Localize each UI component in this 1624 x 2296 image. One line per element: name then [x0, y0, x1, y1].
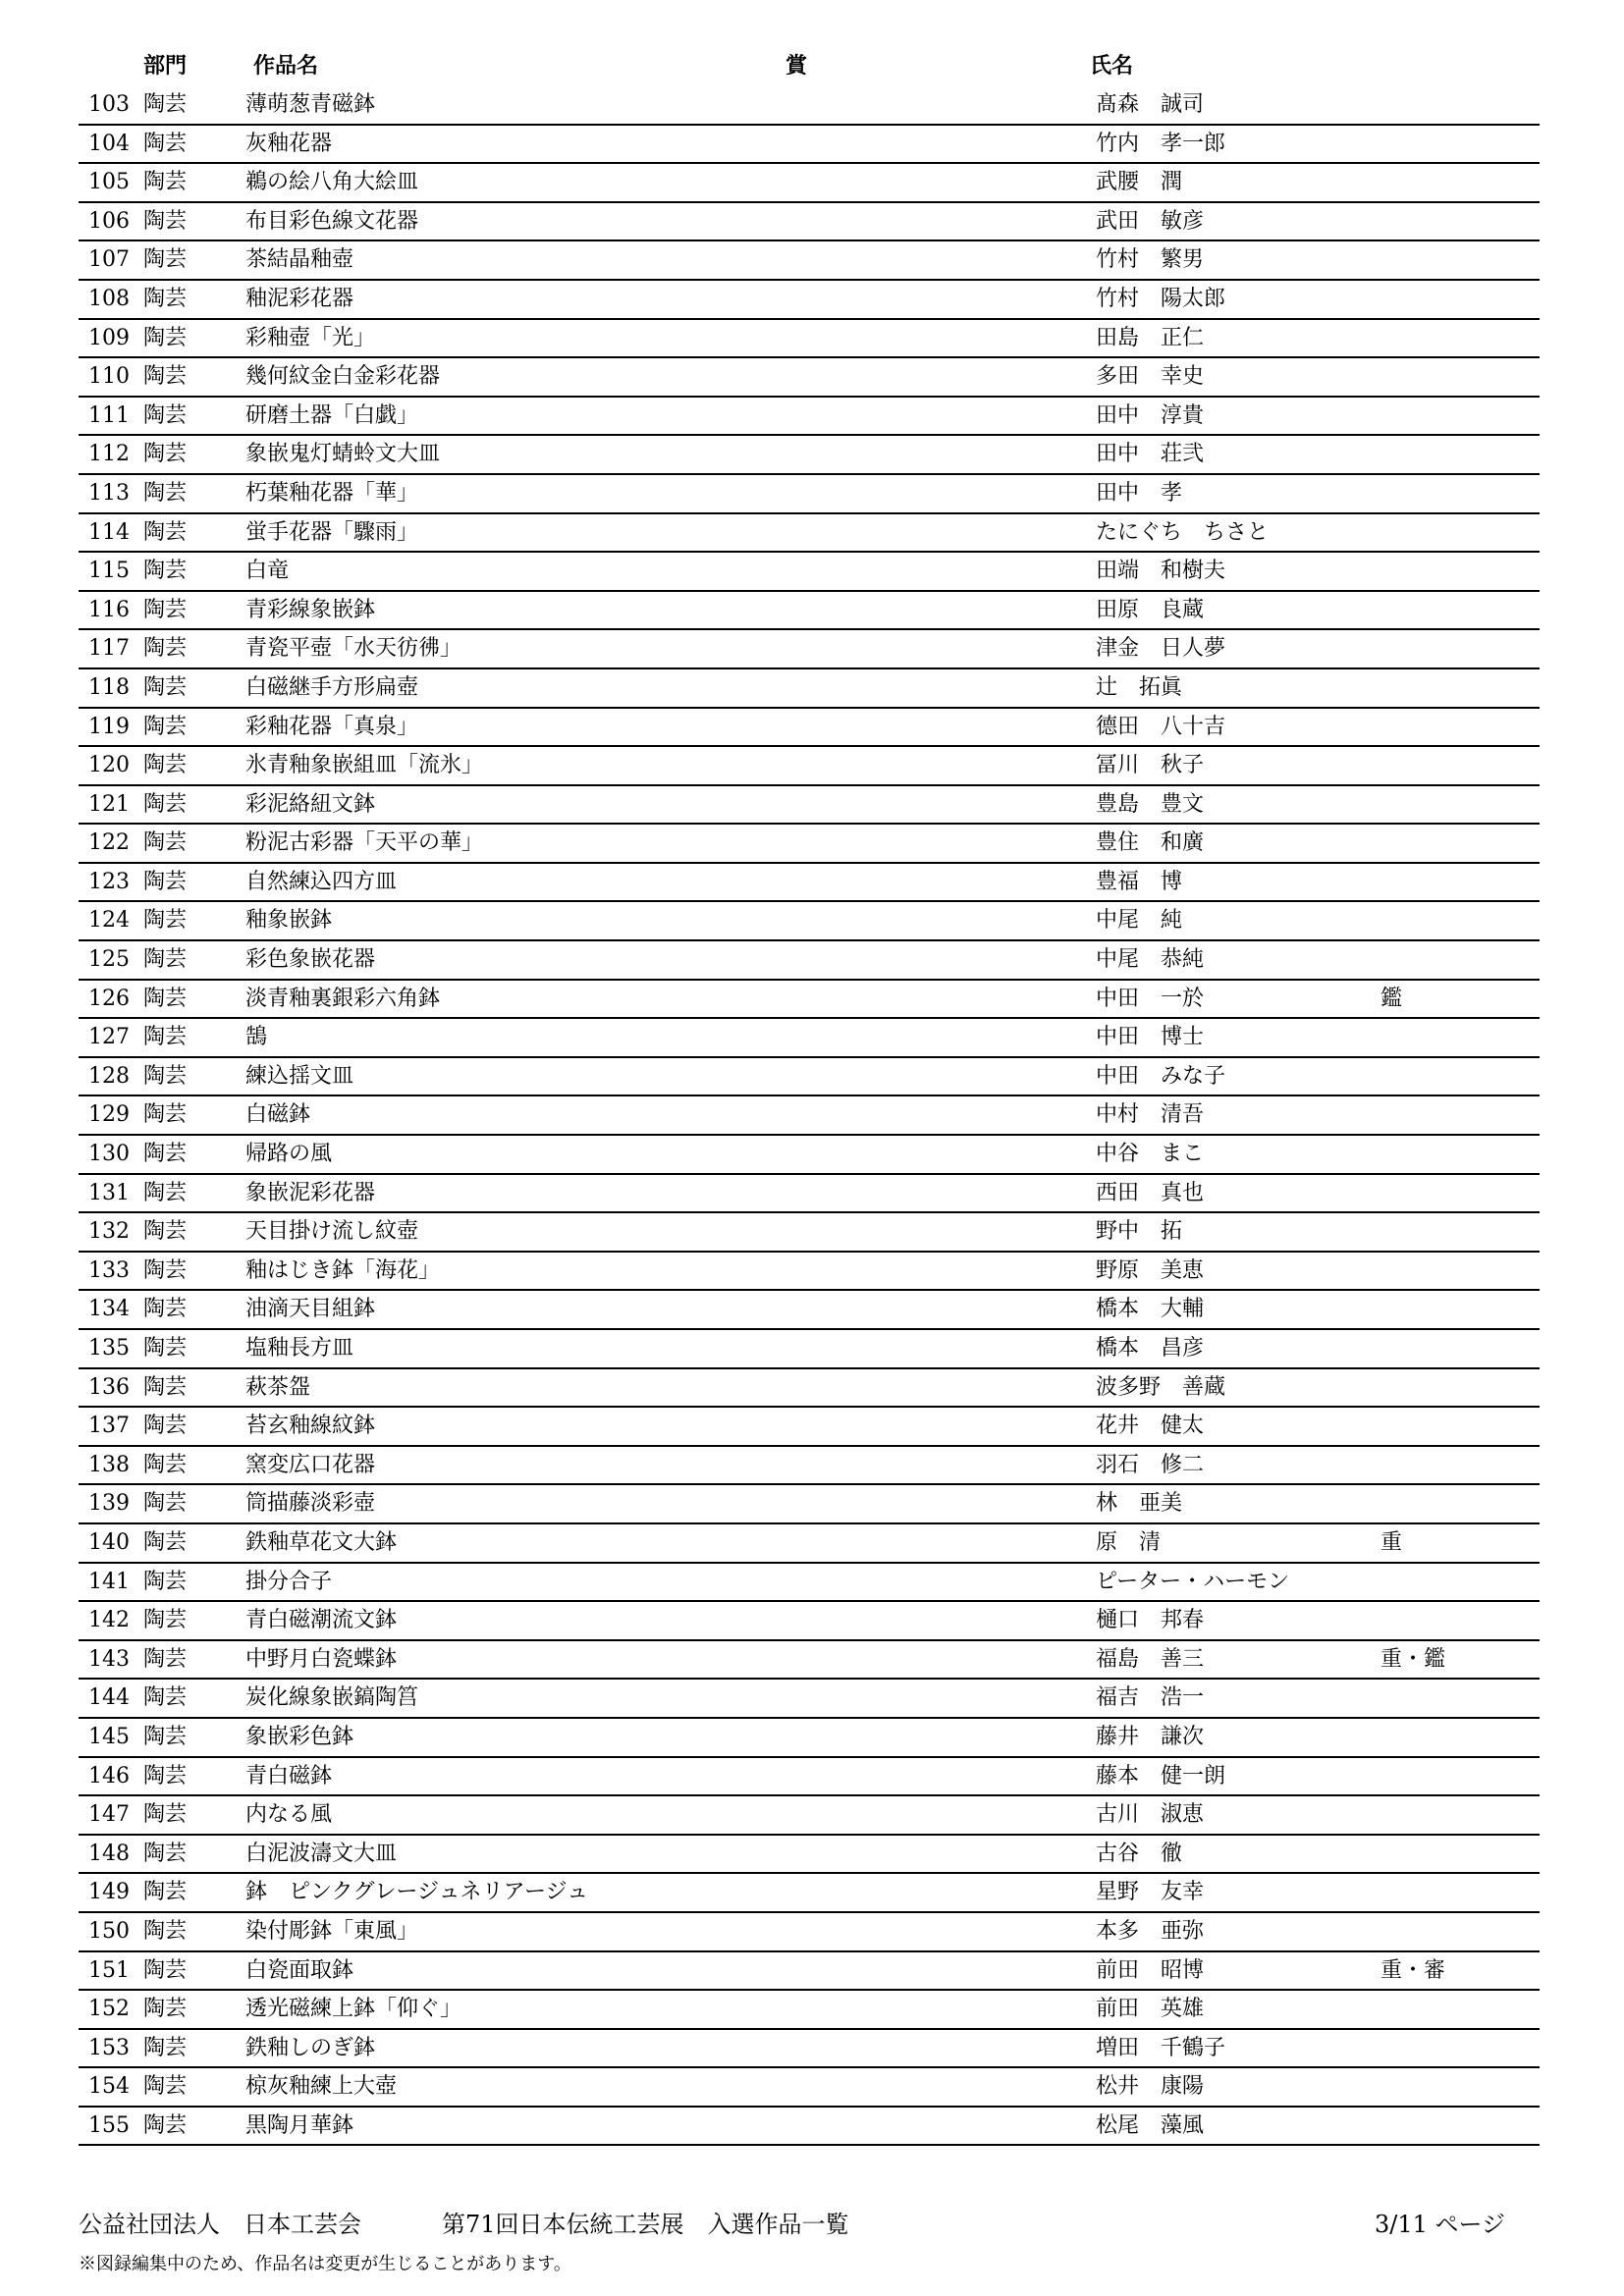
table-row: [79, 1564, 1540, 1603]
table-header: [0, 49, 1624, 80]
entry-number: 115: [88, 559, 130, 584]
entry-title: 彩泥絡紐文鉢: [245, 791, 376, 817]
entry-number: 107: [88, 247, 130, 273]
entry-dept: 陶芸: [143, 908, 188, 934]
entry-dept: 陶芸: [143, 559, 188, 584]
entry-dept: 陶芸: [143, 1724, 188, 1749]
entry-number: 114: [88, 519, 130, 545]
table-row: [79, 2108, 1540, 2147]
entry-dept: 陶芸: [143, 1880, 188, 1905]
entry-dept: 陶芸: [143, 442, 188, 467]
entry-artist-name: 竹内 孝一郎: [1096, 131, 1226, 156]
entry-number: 121: [88, 791, 130, 817]
entry-artist-name: 松尾 藻風: [1096, 2112, 1205, 2138]
entry-dept: 陶芸: [143, 2112, 188, 2138]
entry-title: 白瓷面取鉢: [245, 1957, 354, 1983]
table-row: [79, 1253, 1540, 1292]
entry-title: 淡青釉裏銀彩六角鉢: [245, 986, 441, 1011]
table-row: [79, 164, 1540, 203]
entry-number: 131: [88, 1180, 130, 1205]
entry-title: 朽葉釉花器「華」: [245, 480, 419, 506]
entry-dept: 陶芸: [143, 1646, 188, 1672]
entry-title: 青彩線象嵌鉢: [245, 597, 376, 622]
entry-dept: 陶芸: [143, 1957, 188, 1983]
entry-title: 鉄釉しのぎ鉢: [245, 2035, 376, 2060]
entry-title: 椋灰釉練上大壺: [245, 2074, 398, 2100]
entry-dept: 陶芸: [143, 519, 188, 545]
entry-number: 112: [88, 442, 130, 467]
entry-title: 鵠: [245, 1025, 268, 1050]
entry-title: 彩色象嵌花器: [245, 947, 376, 973]
entry-artist-name: 橋本 昌彦: [1096, 1336, 1205, 1361]
entry-number: 128: [88, 1063, 130, 1089]
table-row: [79, 941, 1540, 981]
entry-artist-name: 田端 和樹夫: [1096, 559, 1226, 584]
entry-dept: 陶芸: [143, 1142, 188, 1167]
table-row: [79, 1874, 1540, 1913]
table-row: [79, 864, 1540, 903]
entry-number: 149: [88, 1880, 130, 1905]
entry-title: 青白磁鉢: [245, 1763, 333, 1789]
entry-title: 彩釉花器「真泉」: [245, 714, 419, 739]
table-row: [79, 1213, 1540, 1253]
entry-dept: 陶芸: [143, 131, 188, 156]
entry-dept: 陶芸: [143, 286, 188, 311]
table-row: [79, 126, 1540, 165]
table-row: [79, 1096, 1540, 1136]
entry-title: 粉泥古彩器「天平の華」: [245, 830, 484, 856]
entry-dept: 陶芸: [143, 1763, 188, 1789]
entry-artist-name: ピーター・ハーモン: [1096, 1569, 1290, 1594]
entry-number: 134: [88, 1297, 130, 1322]
entry-number: 132: [88, 1219, 130, 1245]
entry-artist-name: 多田 幸史: [1096, 364, 1205, 390]
table-row: [79, 1524, 1540, 1564]
entry-artist-name: 豊住 和廣: [1096, 830, 1205, 856]
table-row: [79, 747, 1540, 786]
entry-dept: 陶芸: [143, 402, 188, 428]
entry-title: 白竜: [245, 559, 290, 584]
entry-title: 掛分合子: [245, 1569, 333, 1594]
entry-number: 137: [88, 1414, 130, 1439]
footer-organization: 公益社団法人 日本工芸会: [79, 2211, 361, 2238]
entry-artist-name: 田中 孝: [1096, 480, 1183, 506]
entry-dept: 陶芸: [143, 2074, 188, 2100]
table-row: [79, 1836, 1540, 1875]
entries-table: [79, 86, 1540, 2146]
table-row: [79, 86, 1540, 126]
entry-title: 油滴天目組鉢: [245, 1297, 376, 1322]
table-row: [79, 1019, 1540, 1058]
entry-artist-name: 竹村 繁男: [1096, 247, 1205, 273]
entry-title: 練込揺文皿: [245, 1063, 354, 1089]
table-row: [79, 1796, 1540, 1836]
entry-artist-name: 田原 良蔵: [1096, 597, 1205, 622]
entry-artist-name: 津金 日人夢: [1096, 636, 1226, 662]
entry-number: 105: [88, 170, 130, 195]
entry-title: 萩茶盌: [245, 1374, 311, 1400]
table-row: [79, 241, 1540, 281]
table-row: [79, 1291, 1540, 1330]
entry-number: 155: [88, 2112, 130, 2138]
entry-title: 白磁鉢: [245, 1102, 311, 1128]
table-row: [79, 1913, 1540, 1952]
entry-artist-name: 前田 昭博: [1096, 1957, 1205, 1983]
entry-title: 帰路の風: [245, 1142, 333, 1167]
entry-artist-name: 野中 拓: [1096, 1219, 1183, 1245]
table-row: [79, 592, 1540, 631]
entry-artist-name: 田島 正仁: [1096, 325, 1205, 350]
entry-number: 129: [88, 1102, 130, 1128]
entry-number: 127: [88, 1025, 130, 1050]
entry-dept: 陶芸: [143, 1063, 188, 1089]
header-award: 賞: [785, 53, 808, 79]
table-row: [79, 1330, 1540, 1369]
entry-title: 青瓷平壺「水天彷彿」: [245, 636, 462, 662]
entry-award: 鑑: [1380, 986, 1403, 1011]
entry-number: 143: [88, 1646, 130, 1672]
table-row: [79, 514, 1540, 554]
entry-dept: 陶芸: [143, 1257, 188, 1283]
entry-title: 茶結晶釉壺: [245, 247, 354, 273]
entry-title: 灰釉花器: [245, 131, 333, 156]
entry-number: 152: [88, 1997, 130, 2022]
entry-artist-name: 竹村 陽太郎: [1096, 286, 1226, 311]
entry-award: 重: [1380, 1529, 1403, 1555]
entry-artist-name: 辻 拓眞: [1096, 674, 1183, 700]
entry-number: 147: [88, 1802, 130, 1828]
entry-title: 窯変広口花器: [245, 1452, 376, 1477]
entry-artist-name: 林 亜美: [1096, 1491, 1183, 1517]
table-row: [79, 1136, 1540, 1175]
entry-number: 154: [88, 2074, 130, 2100]
entry-number: 130: [88, 1142, 130, 1167]
entry-title: 象嵌彩色鉢: [245, 1724, 354, 1749]
entry-dept: 陶芸: [143, 1452, 188, 1477]
entry-number: 141: [88, 1569, 130, 1594]
table-row: [79, 1408, 1540, 1447]
entry-artist-name: 本多 亜弥: [1096, 1918, 1205, 1944]
entry-artist-name: 冨川 秋子: [1096, 753, 1205, 778]
entry-number: 133: [88, 1257, 130, 1283]
table-row: [79, 358, 1540, 398]
entry-dept: 陶芸: [143, 636, 188, 662]
entry-dept: 陶芸: [143, 1102, 188, 1128]
entry-title: 天目掛け流し紋壺: [245, 1219, 419, 1245]
table-row: [79, 1058, 1540, 1097]
entry-number: 153: [88, 2035, 130, 2060]
entry-title: 白泥波濤文大皿: [245, 1841, 398, 1866]
entry-title: 氷青釉象嵌組皿「流氷」: [245, 753, 484, 778]
entry-title: 幾何紋金白金彩花器: [245, 364, 441, 390]
table-row: [79, 2030, 1540, 2069]
entry-artist-name: 福吉 浩一: [1096, 1685, 1205, 1711]
table-row: [79, 475, 1540, 514]
table-row: [79, 981, 1540, 1020]
entry-artist-name: 樋口 邦春: [1096, 1608, 1205, 1633]
entry-number: 150: [88, 1918, 130, 1944]
entry-number: 122: [88, 830, 130, 856]
entry-number: 140: [88, 1529, 130, 1555]
entry-dept: 陶芸: [143, 674, 188, 700]
table-row: [79, 1485, 1540, 1524]
entry-number: 123: [88, 869, 130, 894]
entry-dept: 陶芸: [143, 2035, 188, 2060]
table-row: [79, 709, 1540, 748]
table-row: [79, 1952, 1540, 1992]
entry-artist-name: 藤井 謙次: [1096, 1724, 1205, 1749]
entry-artist-name: 松井 康陽: [1096, 2074, 1205, 2100]
entry-artist-name: 髙森 誠司: [1096, 92, 1205, 117]
entry-number: 106: [88, 208, 130, 234]
entry-number: 120: [88, 753, 130, 778]
entry-number: 119: [88, 714, 130, 739]
table-row: [79, 1719, 1540, 1758]
entry-artist-name: 羽石 修二: [1096, 1452, 1205, 1477]
entry-title: 彩釉壺「光」: [245, 325, 376, 350]
entry-artist-name: 福島 善三: [1096, 1646, 1205, 1672]
entry-number: 117: [88, 636, 130, 662]
table-row: [79, 436, 1540, 475]
entry-dept: 陶芸: [143, 1529, 188, 1555]
entry-artist-name: 原 清: [1096, 1529, 1162, 1555]
header-title: 作品名: [253, 53, 319, 79]
entry-number: 125: [88, 947, 130, 973]
entry-dept: 陶芸: [143, 1997, 188, 2022]
entry-artist-name: 中田 博士: [1096, 1025, 1205, 1050]
table-row: [79, 630, 1540, 669]
entry-dept: 陶芸: [143, 1336, 188, 1361]
entry-artist-name: 西田 真也: [1096, 1180, 1205, 1205]
entry-title: 鵜の絵八角大絵皿: [245, 170, 419, 195]
entry-number: 116: [88, 597, 130, 622]
entry-dept: 陶芸: [143, 714, 188, 739]
entry-title: 黒陶月華鉢: [245, 2112, 354, 2138]
entry-number: 109: [88, 325, 130, 350]
entry-dept: 陶芸: [143, 1297, 188, 1322]
entry-number: 139: [88, 1491, 130, 1517]
table-row: [79, 2068, 1540, 2108]
entry-title: 内なる風: [245, 1802, 333, 1828]
entry-dept: 陶芸: [143, 480, 188, 506]
table-row: [79, 825, 1540, 864]
entry-title: 鉄釉草花文大鉢: [245, 1529, 398, 1555]
entry-number: 148: [88, 1841, 130, 1866]
entry-artist-name: 古谷 徹: [1096, 1841, 1183, 1866]
header-dept: 部門: [143, 53, 188, 79]
entry-number: 146: [88, 1763, 130, 1789]
entry-dept: 陶芸: [143, 92, 188, 117]
entry-dept: 陶芸: [143, 1918, 188, 1944]
table-row: [79, 786, 1540, 826]
entry-number: 108: [88, 286, 130, 311]
entry-number: 144: [88, 1685, 130, 1711]
table-row: [79, 902, 1540, 941]
entry-dept: 陶芸: [143, 364, 188, 390]
entry-artist-name: 中田 みな子: [1096, 1063, 1226, 1089]
entry-artist-name: 武腰 潤: [1096, 170, 1183, 195]
entry-dept: 陶芸: [143, 869, 188, 894]
entry-title: 象嵌泥彩花器: [245, 1180, 376, 1205]
entry-number: 142: [88, 1608, 130, 1633]
entry-artist-name: 藤本 健一朗: [1096, 1763, 1226, 1789]
table-row: [79, 1641, 1540, 1681]
entry-number: 113: [88, 480, 130, 506]
entry-number: 103: [88, 92, 130, 117]
table-row: [79, 398, 1540, 437]
entry-title: 塩釉長方皿: [245, 1336, 354, 1361]
entry-title: 苔玄釉線紋鉢: [245, 1414, 376, 1439]
entry-title: 透光磁練上鉢「仰ぐ」: [245, 1997, 462, 2022]
table-row: [79, 203, 1540, 242]
entry-title: 青白磁潮流文鉢: [245, 1608, 398, 1633]
entry-artist-name: 豊島 豊文: [1096, 791, 1205, 817]
entry-dept: 陶芸: [143, 1802, 188, 1828]
entry-dept: 陶芸: [143, 986, 188, 1011]
entry-dept: 陶芸: [143, 1569, 188, 1594]
entry-number: 111: [88, 402, 130, 428]
footer-event: 第71回日本伝統工芸展 入選作品一覧: [442, 2211, 849, 2238]
entry-title: 象嵌鬼灯蜻蛉文大皿: [245, 442, 441, 467]
entry-award: 重・審: [1380, 1957, 1446, 1983]
entry-number: 124: [88, 908, 130, 934]
entry-dept: 陶芸: [143, 170, 188, 195]
entry-artist-name: 田中 荘弐: [1096, 442, 1205, 467]
table-row: [79, 1602, 1540, 1641]
entry-title: 研磨土器「白戯」: [245, 402, 419, 428]
entry-artist-name: 中尾 純: [1096, 908, 1183, 934]
entry-number: 110: [88, 364, 130, 390]
entry-title: 自然練込四方皿: [245, 869, 398, 894]
entry-dept: 陶芸: [143, 1180, 188, 1205]
table-row: [79, 320, 1540, 359]
header-name: 氏名: [1090, 53, 1134, 79]
entry-artist-name: 古川 淑恵: [1096, 1802, 1205, 1828]
entry-artist-name: 星野 友幸: [1096, 1880, 1205, 1905]
entry-artist-name: 田中 淳貴: [1096, 402, 1205, 428]
entry-dept: 陶芸: [143, 1841, 188, 1866]
table-row: [79, 1369, 1540, 1409]
entry-title: 釉はじき鉢「海花」: [245, 1257, 441, 1283]
entry-artist-name: 増田 千鶴子: [1096, 2035, 1226, 2060]
entry-artist-name: 波多野 善蔵: [1096, 1374, 1226, 1400]
entry-title: 薄萌葱青磁鉢: [245, 92, 376, 117]
table-row: [79, 553, 1540, 592]
table-row: [79, 1175, 1540, 1214]
entry-artist-name: 武田 敏彦: [1096, 208, 1205, 234]
entry-artist-name: 野原 美恵: [1096, 1257, 1205, 1283]
entry-dept: 陶芸: [143, 597, 188, 622]
entry-dept: 陶芸: [143, 1025, 188, 1050]
entry-award: 重・鑑: [1380, 1646, 1446, 1672]
entry-dept: 陶芸: [143, 830, 188, 856]
entry-number: 104: [88, 131, 130, 156]
entry-dept: 陶芸: [143, 791, 188, 817]
footer-page-number: 3/11 ページ: [1375, 2211, 1506, 2238]
entry-title: 布目彩色線文花器: [245, 208, 419, 234]
entry-dept: 陶芸: [143, 947, 188, 973]
entry-number: 118: [88, 674, 130, 700]
footer-note: ※図録編集中のため、作品名は変更が生じることがあります。: [79, 2254, 571, 2274]
entry-number: 126: [88, 986, 130, 1011]
entry-artist-name: 前田 英雄: [1096, 1997, 1205, 2022]
entry-number: 136: [88, 1374, 130, 1400]
entry-title: 筒描藤淡彩壺: [245, 1491, 376, 1517]
entry-title: 釉象嵌鉢: [245, 908, 333, 934]
entry-artist-name: 中田 一於: [1096, 986, 1205, 1011]
entry-dept: 陶芸: [143, 1685, 188, 1711]
entry-artist-name: 豊福 博: [1096, 869, 1183, 894]
entry-title: 炭化線象嵌鎬陶筥: [245, 1685, 419, 1711]
entry-artist-name: 中村 清吾: [1096, 1102, 1205, 1128]
table-row: [79, 1680, 1540, 1719]
entry-title: 蛍手花器「驟雨」: [245, 519, 419, 545]
entry-artist-name: 中谷 まこ: [1096, 1142, 1205, 1167]
entry-artist-name: 橋本 大輔: [1096, 1297, 1205, 1322]
entry-number: 135: [88, 1336, 130, 1361]
entry-dept: 陶芸: [143, 247, 188, 273]
entry-dept: 陶芸: [143, 1608, 188, 1633]
entry-dept: 陶芸: [143, 753, 188, 778]
entry-number: 151: [88, 1957, 130, 1983]
entry-title: 中野月白瓷蝶鉢: [245, 1646, 398, 1672]
entry-dept: 陶芸: [143, 208, 188, 234]
entry-artist-name: たにぐち ちさと: [1096, 519, 1270, 545]
table-row: [79, 1991, 1540, 2030]
entry-dept: 陶芸: [143, 325, 188, 350]
table-row: [79, 1447, 1540, 1486]
entry-title: 白磁継手方形扁壺: [245, 674, 419, 700]
entry-title: 染付彫鉢「東風」: [245, 1918, 419, 1944]
entry-dept: 陶芸: [143, 1219, 188, 1245]
table-row: [79, 1758, 1540, 1797]
entry-title: 鉢 ピンクグレージュネリアージュ: [245, 1880, 589, 1905]
entry-dept: 陶芸: [143, 1374, 188, 1400]
entry-artist-name: 中尾 恭純: [1096, 947, 1205, 973]
table-row: [79, 669, 1540, 709]
entry-number: 138: [88, 1452, 130, 1477]
entry-dept: 陶芸: [143, 1491, 188, 1517]
entry-artist-name: 德田 八十吉: [1096, 714, 1226, 739]
entry-dept: 陶芸: [143, 1414, 188, 1439]
entry-number: 145: [88, 1724, 130, 1749]
entry-title: 釉泥彩花器: [245, 286, 354, 311]
table-row: [79, 281, 1540, 320]
entry-artist-name: 花井 健太: [1096, 1414, 1205, 1439]
